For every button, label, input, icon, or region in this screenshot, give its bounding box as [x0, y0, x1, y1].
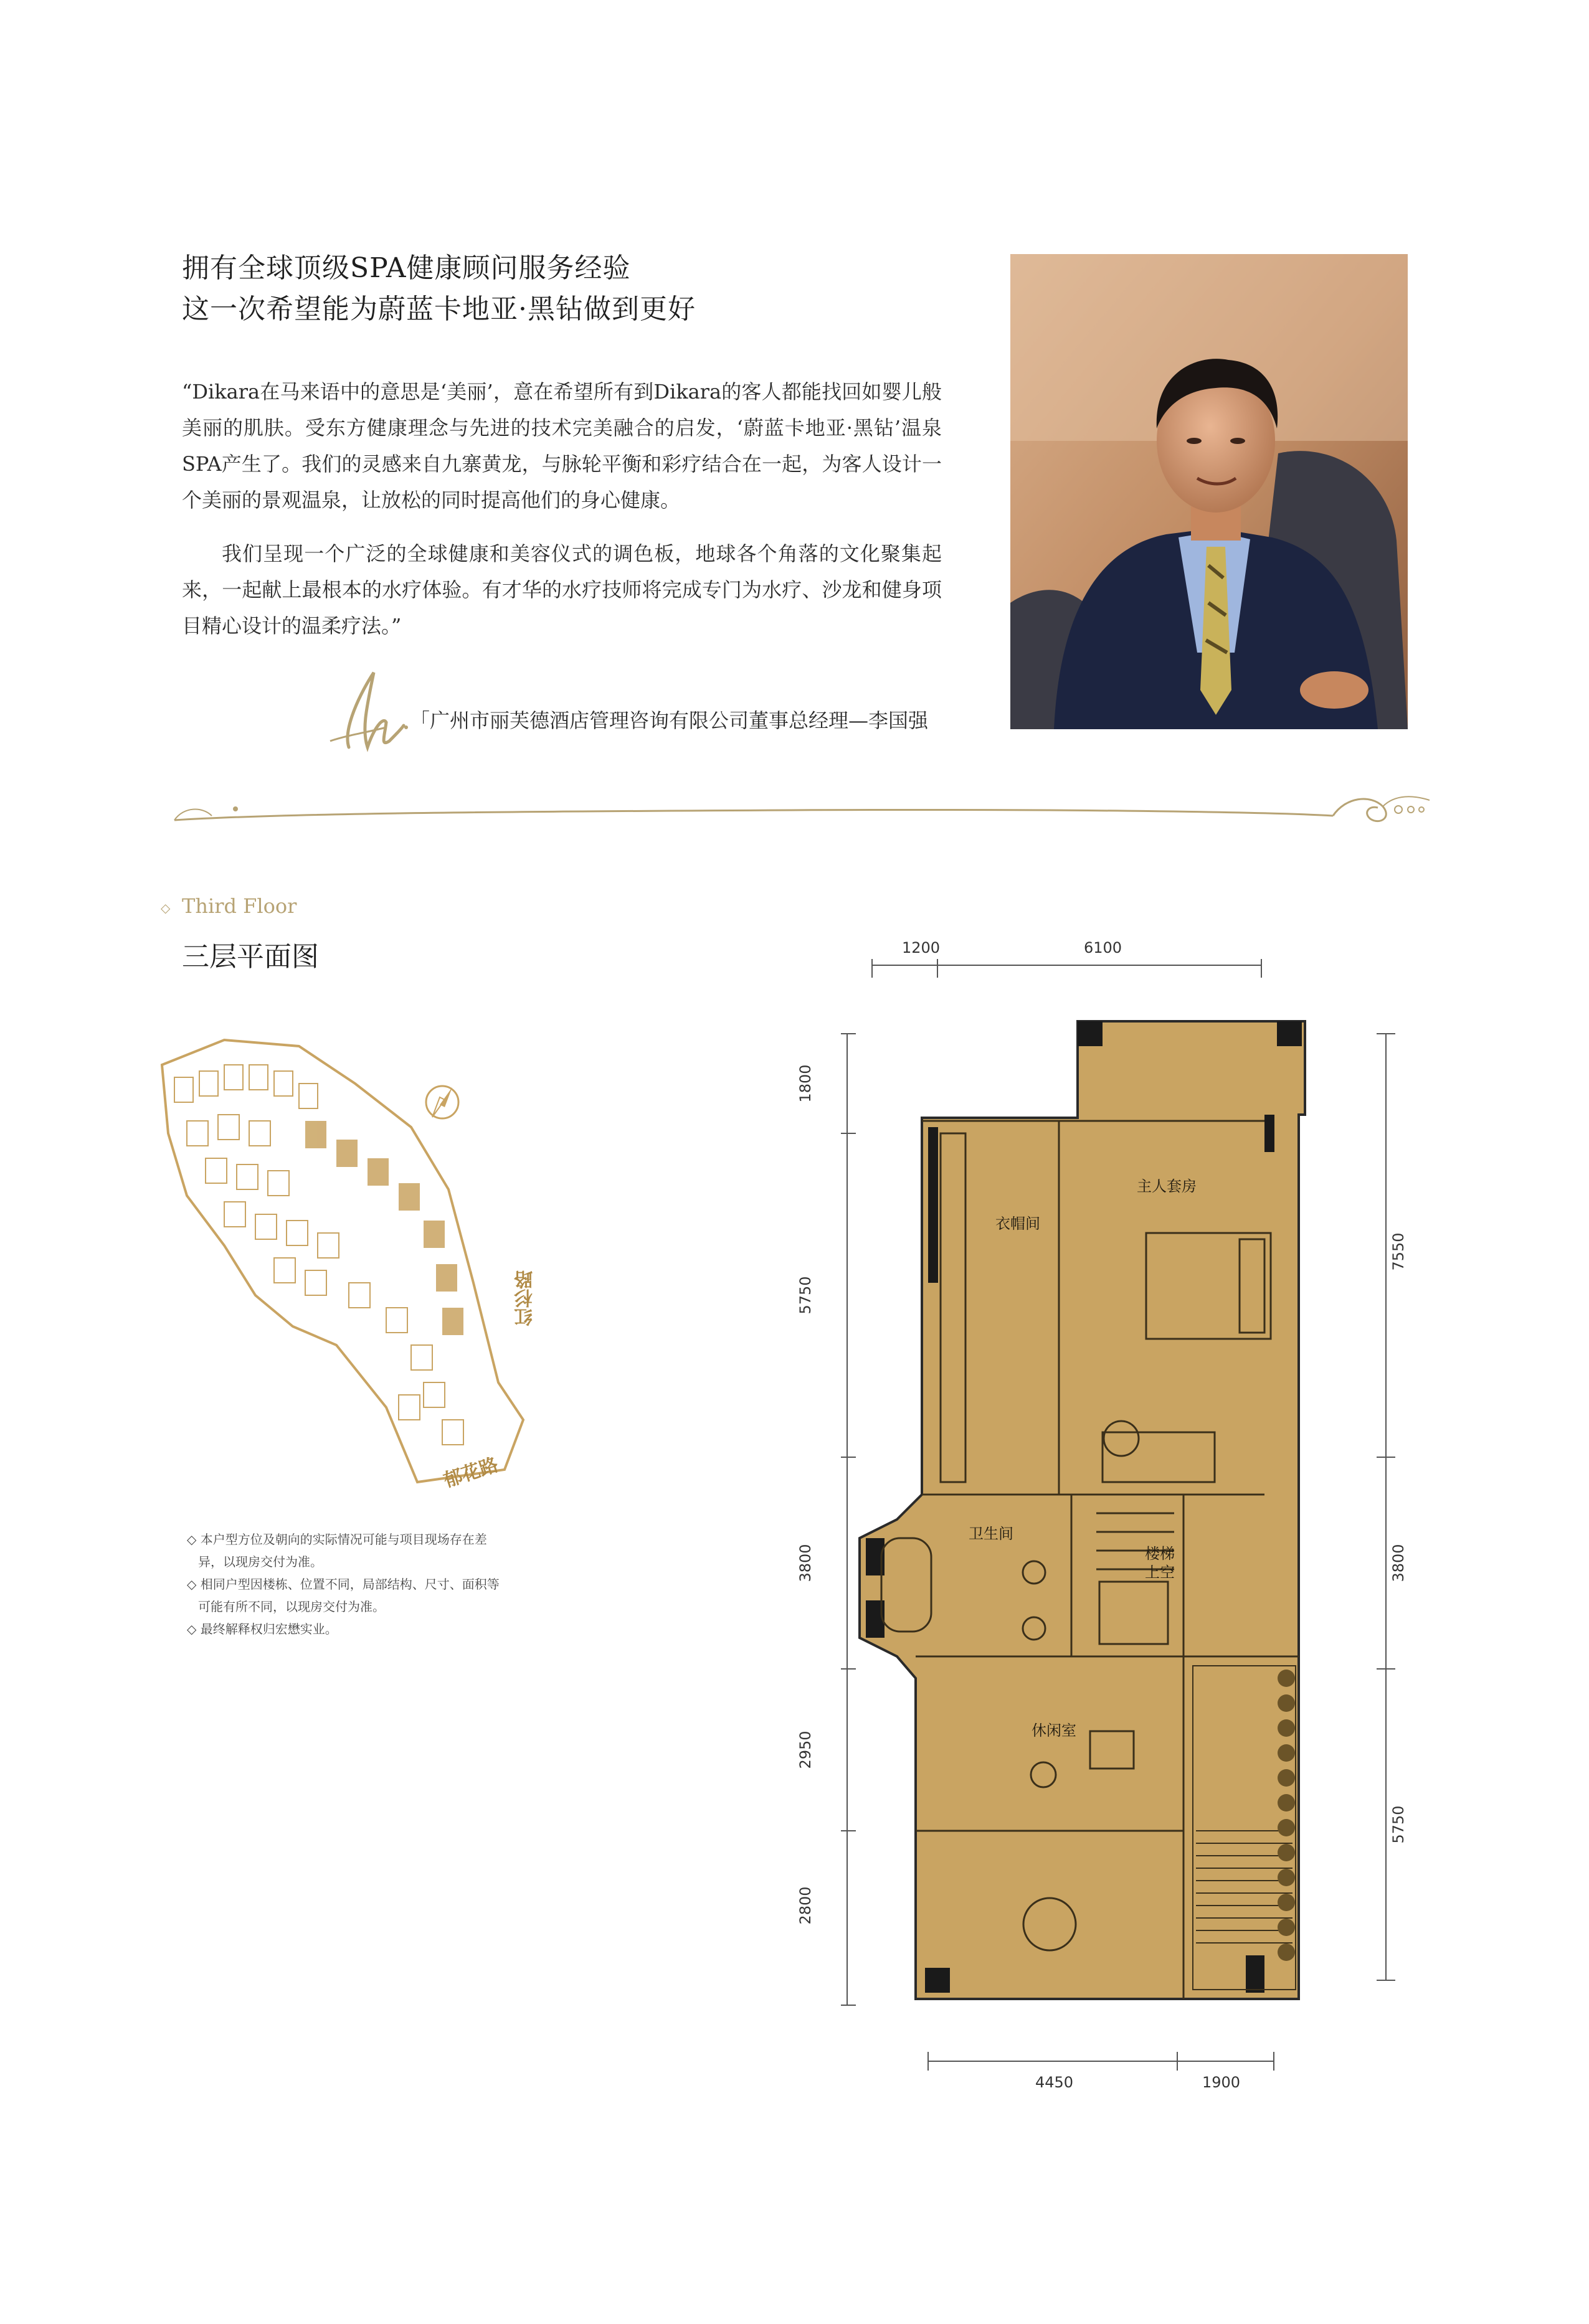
disclaimer-notes	[187, 1528, 511, 1640]
room-label-bathroom: 卫生间	[969, 1525, 1013, 1542]
handwritten-signature	[324, 654, 411, 772]
diamond-bullet-icon: ◇	[161, 900, 171, 915]
dim-right-3: 5750	[1390, 1805, 1407, 1844]
dim-top-2: 6100	[1084, 939, 1122, 957]
stair-label-line1: 楼梯	[1145, 1545, 1175, 1562]
intro-paragraph-1: “Dikara在马来语中的意思是‘美丽’，意在希望所有到Dikara的客人都能找回如婴儿般美丽的肌肤。受东方健康理念与先进的技术完美融合的启发，‘蔚蓝卡地亚·黑钻’温泉SPA产生了。我们的灵感来自九寨黄龙，与脉轮平衡和彩疗结合在一起，为客人设计一个美丽的景观温泉，让放松的同时提高他们的身心健康。	[182, 380, 942, 512]
ornamental-divider	[168, 782, 1433, 838]
intro-paragraph-2: 我们呈现一个广泛的全球健康和美容仪式的调色板，地球各个角落的文化聚集起来，一起献上最根本的水疗体验。有才华的水疗技师将完成专门为水疗、沙龙和健身项目精心设计的温柔疗法。”	[182, 542, 942, 638]
stair-label-line2: 上空	[1145, 1564, 1175, 1581]
dim-bottom-1: 4450	[1035, 2074, 1074, 2091]
dim-right-2: 3800	[1390, 1544, 1407, 1582]
floor-title-zh: 三层平面图	[182, 941, 319, 973]
road-label-yuhua: 郁花路	[440, 1453, 501, 1492]
note-item: ◇ 相同户型因楼栋、位置不同，局部结构、尺寸、面积等可能有所不同，以现房交付为准。	[187, 1577, 500, 1614]
room-label-master-suite: 主人套房	[1137, 1178, 1197, 1195]
dim-top-1: 1200	[902, 939, 941, 957]
room-label-lounge: 休闲室	[1032, 1722, 1076, 1739]
road-label-hongshan: 红杉路	[515, 1270, 536, 1326]
dim-left-3: 3800	[797, 1544, 814, 1582]
dim-bottom-2: 1900	[1202, 2074, 1241, 2091]
dim-left-1: 1800	[797, 1064, 814, 1103]
signature-caption: 「广州市丽芙德酒店管理咨询有限公司董事总经理—李国强	[410, 709, 929, 732]
intro-heading-line1: 拥有全球顶级SPA健康顾问服务经验	[182, 252, 631, 284]
room-label-closet: 衣帽间	[995, 1215, 1040, 1232]
note-item: ◇ 本户型方位及朝向的实际情况可能与项目现场存在差异，以现房交付为准。	[187, 1532, 487, 1569]
intro-heading-line2: 这一次希望能为蔚蓝卡地亚·黑钻做到更好	[182, 293, 696, 325]
floor-title-en: Third Floor	[182, 894, 297, 918]
dim-left-4: 2950	[797, 1731, 814, 1769]
portrait-photo	[1010, 254, 1408, 729]
room-label-stair-void	[1145, 1544, 1175, 1582]
dim-right-1: 7550	[1390, 1232, 1407, 1271]
note-item: ◇ 最终解释权归宏懋实业。	[187, 1622, 338, 1637]
site-plan-map	[149, 1034, 573, 1507]
dim-left-5: 2800	[797, 1886, 814, 1925]
dim-left-2: 5750	[797, 1276, 814, 1315]
floor-plan-drawing	[835, 947, 1420, 2099]
